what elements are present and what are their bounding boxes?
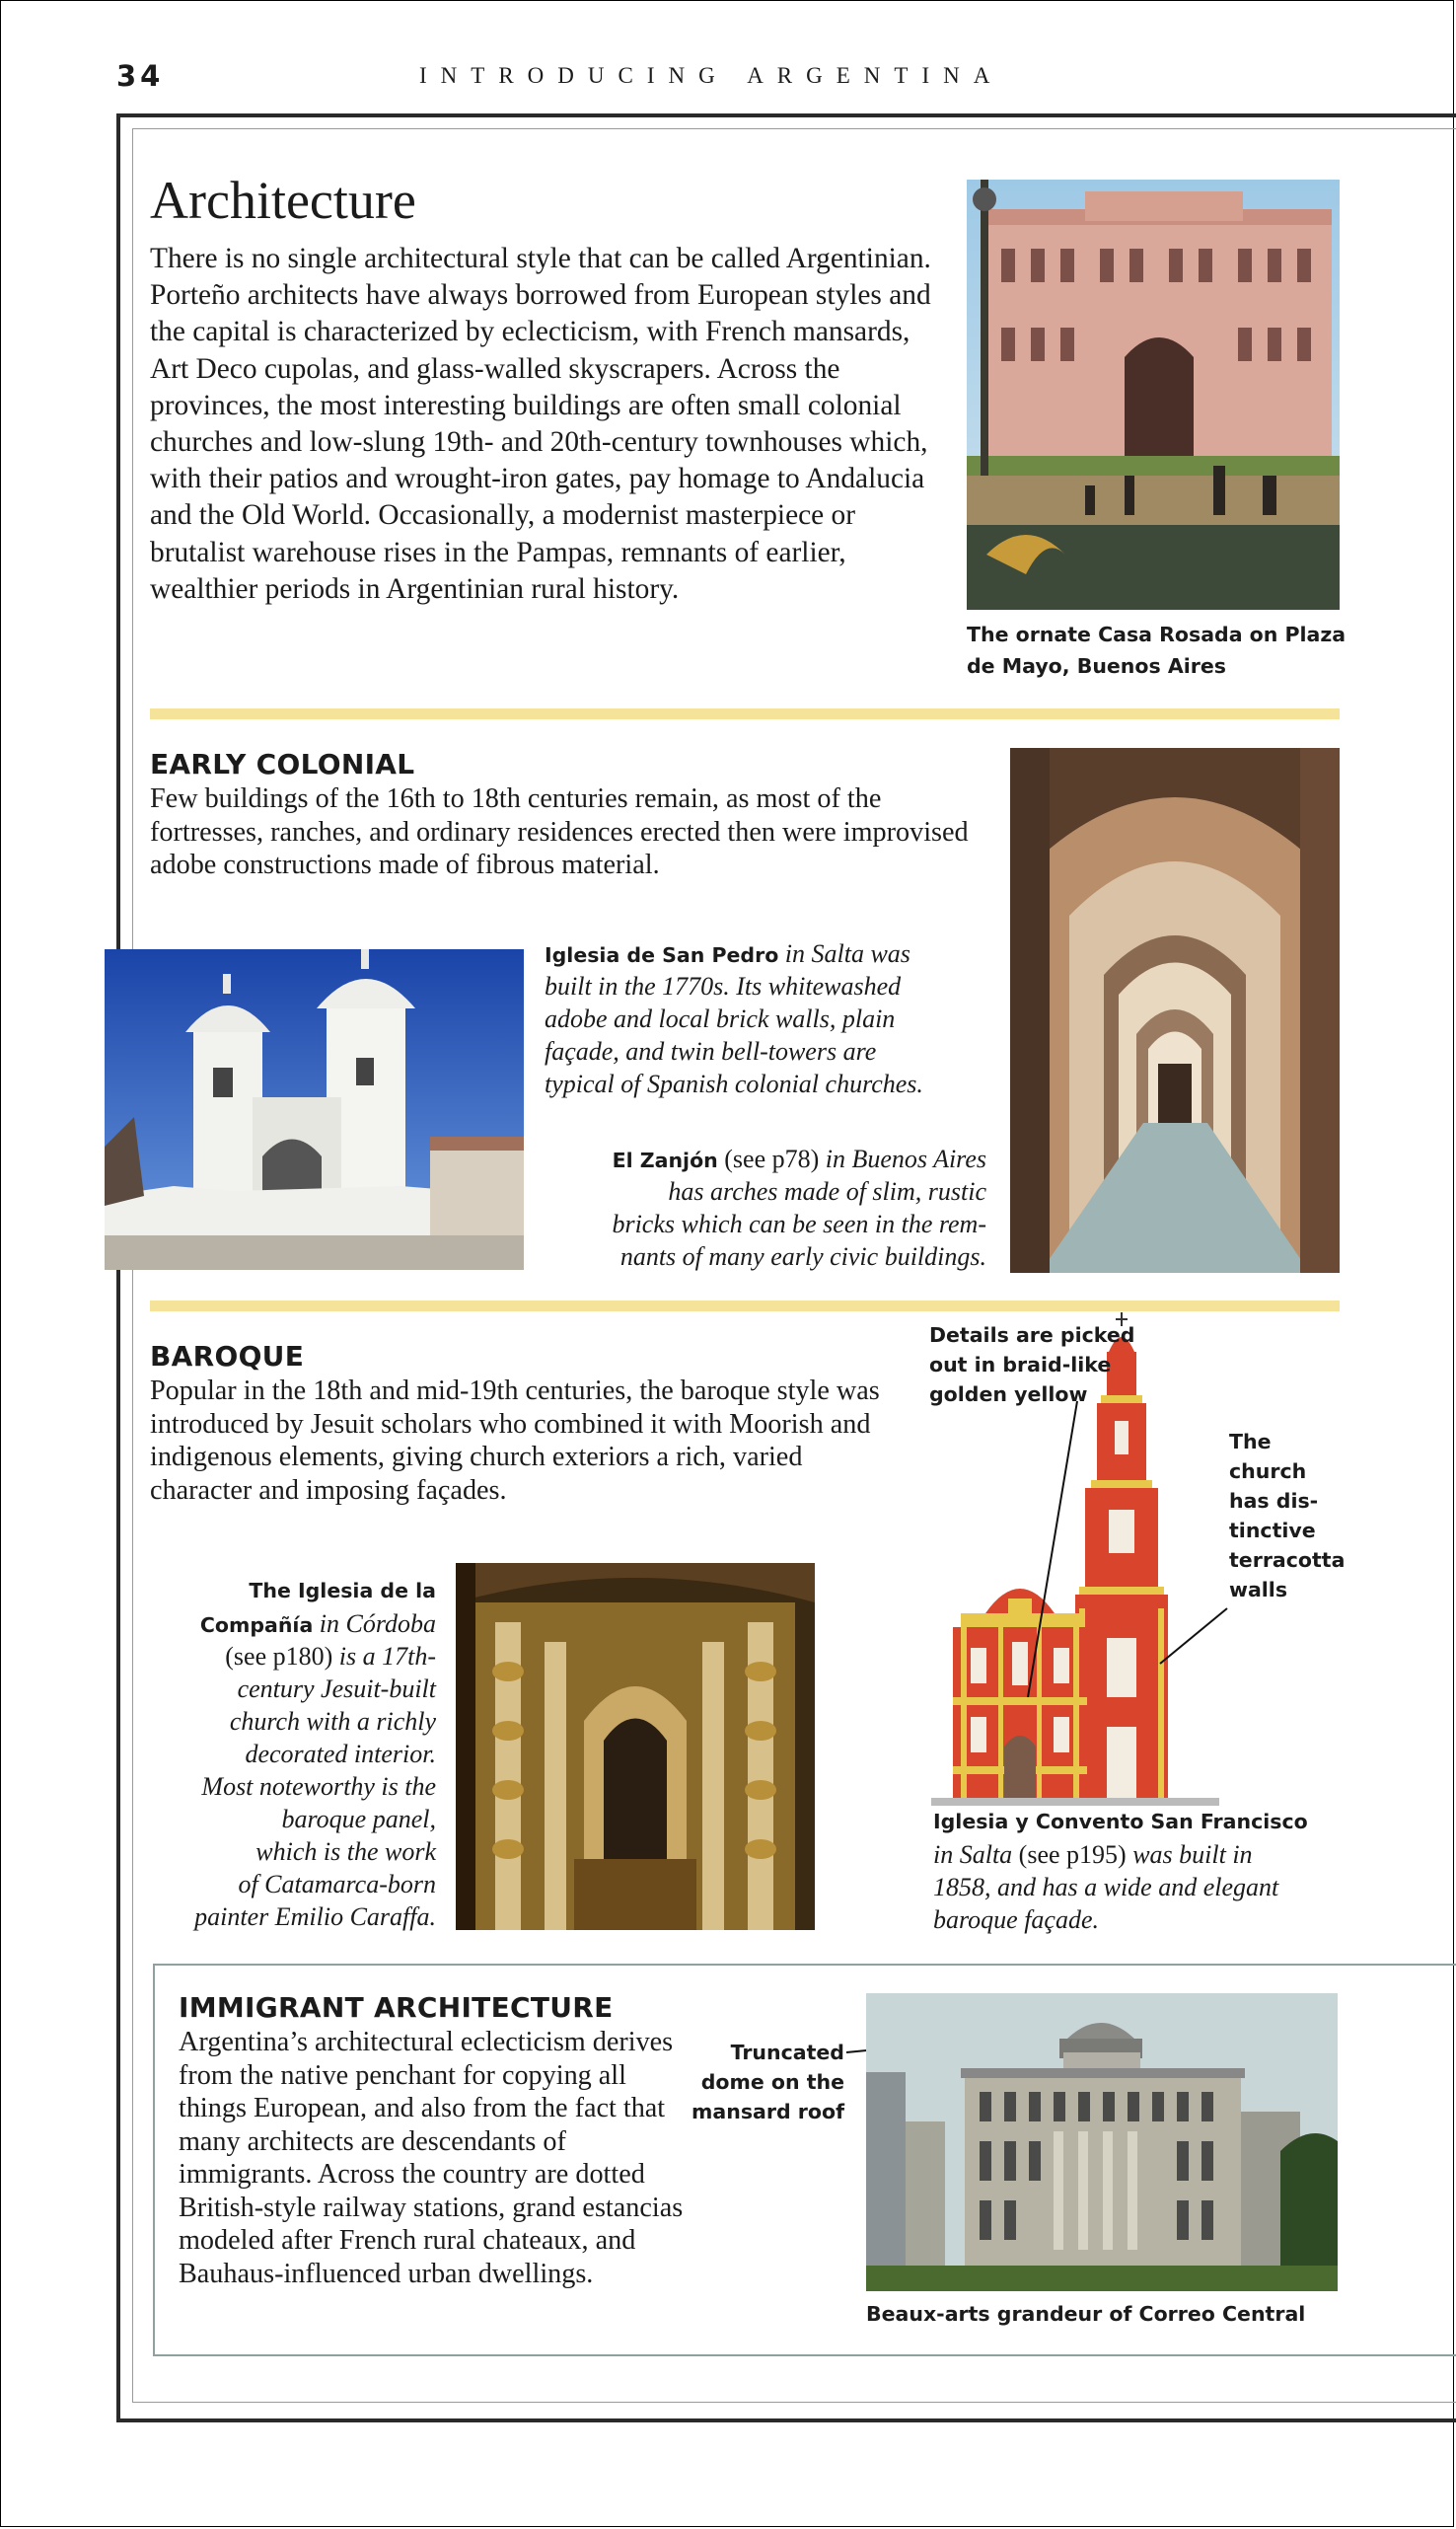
baroque-body: Popular in the 18th and mid-19th centuries, the baroque style was introduced by Jesuit scholars who combined it with Moorish and indigenous elements, giving church exteriors a rich, varied character and imposing façades.	[150, 1376, 880, 1506]
san-francisco-name: Iglesia y Convento San Francisco	[933, 1810, 1308, 1833]
callout-walls	[1229, 1427, 1345, 1604]
callout-line-walls	[1160, 1608, 1227, 1664]
callout-details-line1: Details are picked	[929, 1323, 1135, 1347]
compania-name-line1: The Iglesia de la	[249, 1579, 436, 1602]
compania-caption-line4: century Jesuit-built	[237, 1674, 436, 1703]
el-zanjon-caption-line3: bricks which can be seen in the rem-	[612, 1210, 986, 1238]
san-francisco-caption	[933, 1806, 1347, 1936]
compania-name-line2: Compañía	[199, 1613, 314, 1637]
callout-dome	[691, 2038, 844, 2126]
el-zanjon-name: El Zanjón	[612, 1149, 718, 1172]
intro-paragraph: There is no single architectural style that can be called Argentinian. Porteño architects have always borrowed from European styles and the capital is characterized by eclecticism, with French mansards, Art Deco cupolas, and glass-walled skyscrapers. Across the provinces, the most interesting buildings are often small colonial churches and low-slung 19th- and 20th-century townhouses which, with their patios and wrought-iron gates, pay homage to Andalucia and the Old World. Occasionally, a modernist masterpiece or brutalist warehouse rises in the Pampas, remnants of earlier, wealthier periods in Argentinian rural history.	[150, 243, 931, 605]
immigrant-body: Argentina’s architectural eclecticism derives from the native penchant for copying all things European, and also from the fact that many architects are descendants of immigrants. Across the country are dotted British-style railway stations, grand estancias modeled after French rural chateaux, and Bauhaus-influenced urban dwellings.	[179, 2027, 684, 2289]
san-francisco-text-2: was built in	[1126, 1840, 1253, 1869]
san-francisco-text-1: in Salta	[933, 1840, 1013, 1869]
callout-walls-line3: has dis-	[1229, 1489, 1319, 1513]
san-francisco-caption-line4: baroque façade.	[933, 1905, 1099, 1934]
san-pedro-caption-line3: adobe and local brick walls, plain	[545, 1004, 896, 1033]
san-pedro-caption-line5: typical of Spanish colonial churches.	[545, 1070, 923, 1098]
callout-details	[929, 1320, 1134, 1409]
baroque-heading: BAROQUE	[150, 1340, 305, 1373]
running-title: INTRODUCING ARGENTINA	[419, 63, 1004, 88]
callout-walls-line5: terracotta	[1229, 1548, 1346, 1572]
san-pedro-caption-line2: built in the 1770s. Its whitewashed	[545, 972, 902, 1001]
callout-walls-line1: The	[1229, 1430, 1272, 1453]
el-zanjon-caption-line4: nants of many early civic buildings.	[619, 1242, 986, 1271]
compania-text-1: in Córdoba	[313, 1609, 436, 1638]
san-pedro-text-1: in Salta was	[778, 939, 910, 968]
callout-dome-line2: dome on the	[700, 2070, 844, 2094]
early-colonial-heading: EARLY COLONIAL	[150, 748, 415, 781]
compania-caption-line7: Most noteworthy is the	[201, 1772, 436, 1801]
san-francisco-caption-line3: 1858, and has a wide and elegant	[933, 1873, 1279, 1901]
san-pedro-caption-line4: façade, and twin bell-towers are	[545, 1037, 877, 1066]
compania-caption-line5: church with a richly	[229, 1707, 436, 1736]
compania-ref: (see p180)	[225, 1642, 333, 1671]
compania-caption-line8: baroque panel,	[281, 1805, 436, 1833]
correo-central-caption: Beaux-arts grandeur of Correo Central	[866, 2302, 1306, 2326]
page-title: Architecture	[150, 171, 416, 230]
immigrant-heading: IMMIGRANT ARCHITECTURE	[179, 1991, 614, 2024]
callout-walls-line6: walls	[1229, 1578, 1288, 1601]
casa-rosada-caption-line2: de Mayo, Buenos Aires	[967, 654, 1226, 678]
el-zanjon-caption-line2: has arches made of slim, rustic	[668, 1177, 986, 1206]
san-francisco-caption-line2	[933, 1838, 1347, 1871]
page-number: 34	[116, 59, 165, 93]
casa-rosada-caption-line1: The ornate Casa Rosada on Plaza	[967, 623, 1347, 646]
correo-central-photo	[866, 1993, 1338, 2291]
compania-text-2: is a 17th-	[332, 1642, 436, 1671]
el-zanjon-text-1: in Buenos Aires	[819, 1145, 986, 1173]
callout-details-line2: out in braid-like	[929, 1353, 1112, 1376]
compania-caption-line11: painter Emilio Caraffa.	[194, 1902, 436, 1931]
el-zanjon-ref: (see p78)	[717, 1145, 820, 1173]
callout-walls-line4: tinctive	[1229, 1519, 1316, 1542]
callout-dome-line3: mansard roof	[692, 2100, 844, 2123]
callout-dome-line1: Truncated	[730, 2041, 844, 2064]
san-francisco-ref: (see p195)	[1012, 1840, 1127, 1869]
compania-caption-line10: of Catamarca-born	[238, 1870, 436, 1898]
callout-line-details	[1028, 1401, 1077, 1697]
san-pedro-name: Iglesia de San Pedro	[545, 943, 779, 967]
compania-caption-line9: which is the work	[255, 1837, 436, 1866]
callout-details-line3: golden yellow	[929, 1382, 1088, 1406]
callout-walls-line2: church	[1229, 1459, 1307, 1483]
early-colonial-body: Few buildings of the 16th to 18th centuries remain, as most of the fortresses, ranches, and ordinary residences erected then were improvised adobe constructions made of fibrous material.	[150, 783, 969, 880]
compania-caption-line6: decorated interior.	[245, 1740, 436, 1768]
